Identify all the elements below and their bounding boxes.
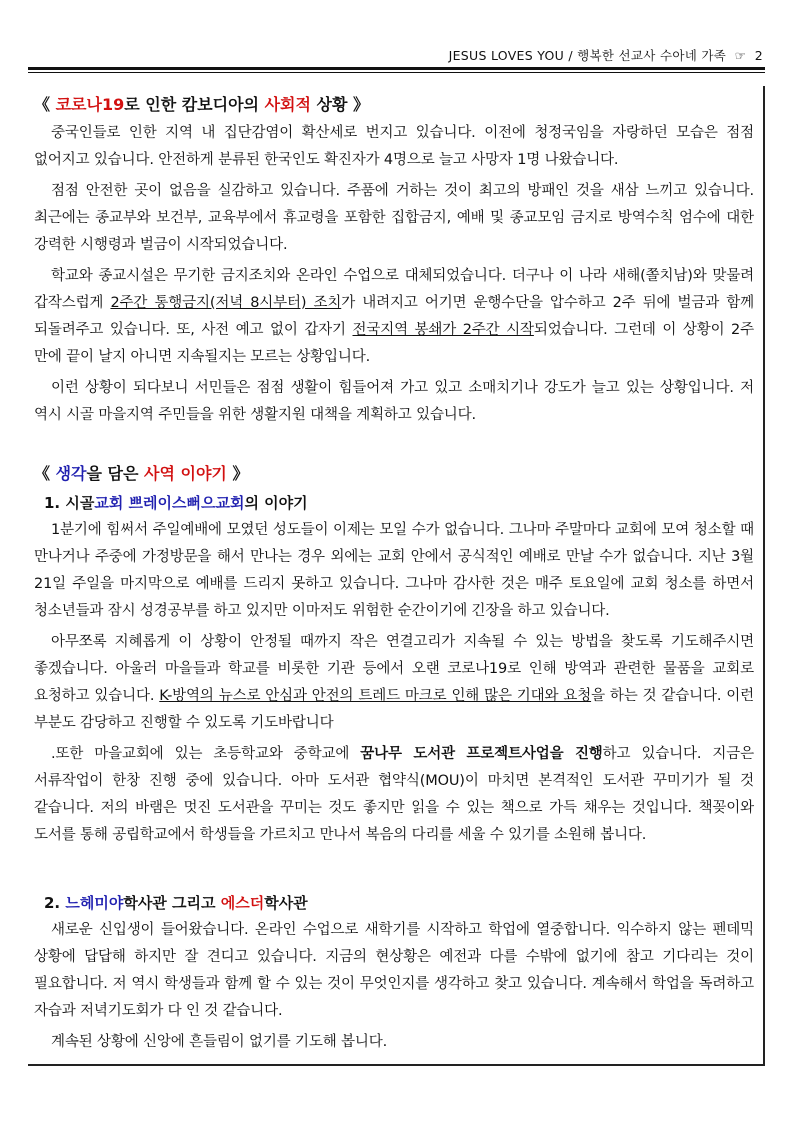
header-rule-thick	[28, 67, 765, 70]
paragraph: 이런 상황이 되다보니 서민들은 점점 생활이 힘들어져 가고 있고 소매치기나 강도가 늘고 있는 상황입니다. 저 역시 시골 마을지역 주민들을 위한 생활지원 대책을 계획하고 있습니다.	[34, 380, 754, 423]
paragraph: 학교와 종교시설은 무기한 금지조치와 온라인 수업으로 대체되었습니다. 더구나 이 나라 새해(쫄치남)와 맞물려 갑작스럽게 2주간 통행금지(저녁 8시부터) 조치가 내려지고 어기면 운행수단을 압수하고 2주 뒤에 벌금과 함께 되돌려주고 있습니다. 또, 사전 예고 없이 갑자기 전국지역 봉쇄가 2주간 시작되었습니다. 그런데 이 상황이 2주 만에 끝이 날지 아니면 지속될지는 모르는 상황입니다.	[34, 268, 754, 365]
page-number: 2	[754, 48, 763, 63]
header-rule-thin	[28, 72, 765, 73]
paragraph: 새로운 신입생이 들어왔습니다. 온라인 수업으로 새학기를 시작하고 학업에 열중합니다. 익수하지 않는 펜데믹 상황에 답답해 하지만 잘 견디고 있습니다. 지금의 현상황은 예전과 다를 수밖에 없기에 참고 기다리는 것이 필요합니다. 저 역시 학생들과 함께 할 수 있는 것이 무엇인지를 생각하고 찾고 있습니다. 계속해서 학업을 독려하고 자습과 저녁기도회가 다 인 것 같습니다.	[34, 922, 754, 1019]
paragraph: 계속된 상황에 신앙에 흔들림이 없기를 기도해 봅니다.	[51, 1034, 388, 1050]
paragraph: 1분기에 힘써서 주일예배에 모였던 성도들이 이제는 모일 수가 없습니다. 그나마 주말마다 교회에 모여 청소할 때 만나거나 주중에 가정방문을 해서 만나는 경우 외에는 교회 안에서 공식적인 예배로 만날 수가 없습니다. 지난 3월 21일 주일을 마지막으로 예배를 드리지 못하고 있습니다. 그나마 감사한 것은 매주 토요일에 교회 청소를 하면서 청소년들과 잠시 성경공부를 하고 있지만 이마저도 위험한 순간이기에 긴장을 하고 있습니다.	[34, 522, 754, 619]
pointing-hand-icon: ☞	[730, 48, 751, 63]
page-header	[30, 46, 763, 68]
paragraph: 중국인들로 인한 지역 내 집단감염이 확산세로 번지고 있습니다. 이전에 청정국임을 자랑하던 모습은 점점 없어지고 있습니다. 안전하게 분류된 한국인도 확진자가 4명으로 늘고 사망자 1명 나왔습니다.	[34, 125, 754, 168]
paragraph: .또한 마을교회에 있는 초등학교와 중학교에 꿈나무 도서관 프로젝트사업을 진행하고 있습니다. 지금은 서류작업이 한창 진행 중에 있습니다. 아마 도서관 협약식(MOU)이 마치면 본격적인 도서관 꾸미기가 될 것 같습니다. 저의 바램은 멋진 도서관을 꾸미는 것도 좋지만 읽을 수 있는 책으로 가득 채우는 것입니다. 책꽂이와 도서를 통해 공립학교에서 학생들을 가르치고 만나서 복음의 다리를 세울 수 있기를 소원해 봅니다.	[34, 746, 754, 843]
header-text: JESUS LOVES YOU / 행복한 선교사 수아네 가족	[448, 48, 727, 63]
section-title-ministry: 《 생각을 담은 사역 이야기 》	[34, 464, 249, 483]
section-title-covid: 《 코로나19로 인한 캄보디아의 사회적 상황 》	[34, 95, 370, 114]
paragraph: 아무쪼록 지혜롭게 이 상황이 안정될 때까지 작은 연결고리가 지속될 수 있는 방법을 찾도록 기도해주시면 좋겠습니다. 아울러 마을들과 학교를 비롯한 기관 등에서 오랜 코로나19로 인해 방역과 관련한 물품을 교회로 요청하고 있습니다. K-방역의 뉴스로 안심과 안전의 트레드 마크로 인해 많은 기대와 요청을 하는 것 같습니다. 이런 부분도 감당하고 진행할 수 있도록 기도바랍니다	[34, 634, 754, 731]
paragraph: 점점 안전한 곳이 없음을 실감하고 있습니다. 주품에 거하는 것이 최고의 방패인 것을 새삼 느끼고 있습니다. 최근에는 종교부와 보건부, 교육부에서 휴교령을 포함한 집합금지, 예배 및 종교모임 금지로 방역수칙 엄수에 대한 강력한 시행령과 벌금이 시작되었습니다.	[34, 183, 754, 253]
subsection-title-village-church: 1. 시골교회 쁘레이스뻐으교회의 이야기	[44, 494, 308, 512]
page-content	[34, 90, 754, 1060]
subsection-title-dormitory: 2. 느헤미야학사관 그리고 에스더학사관	[44, 894, 308, 912]
